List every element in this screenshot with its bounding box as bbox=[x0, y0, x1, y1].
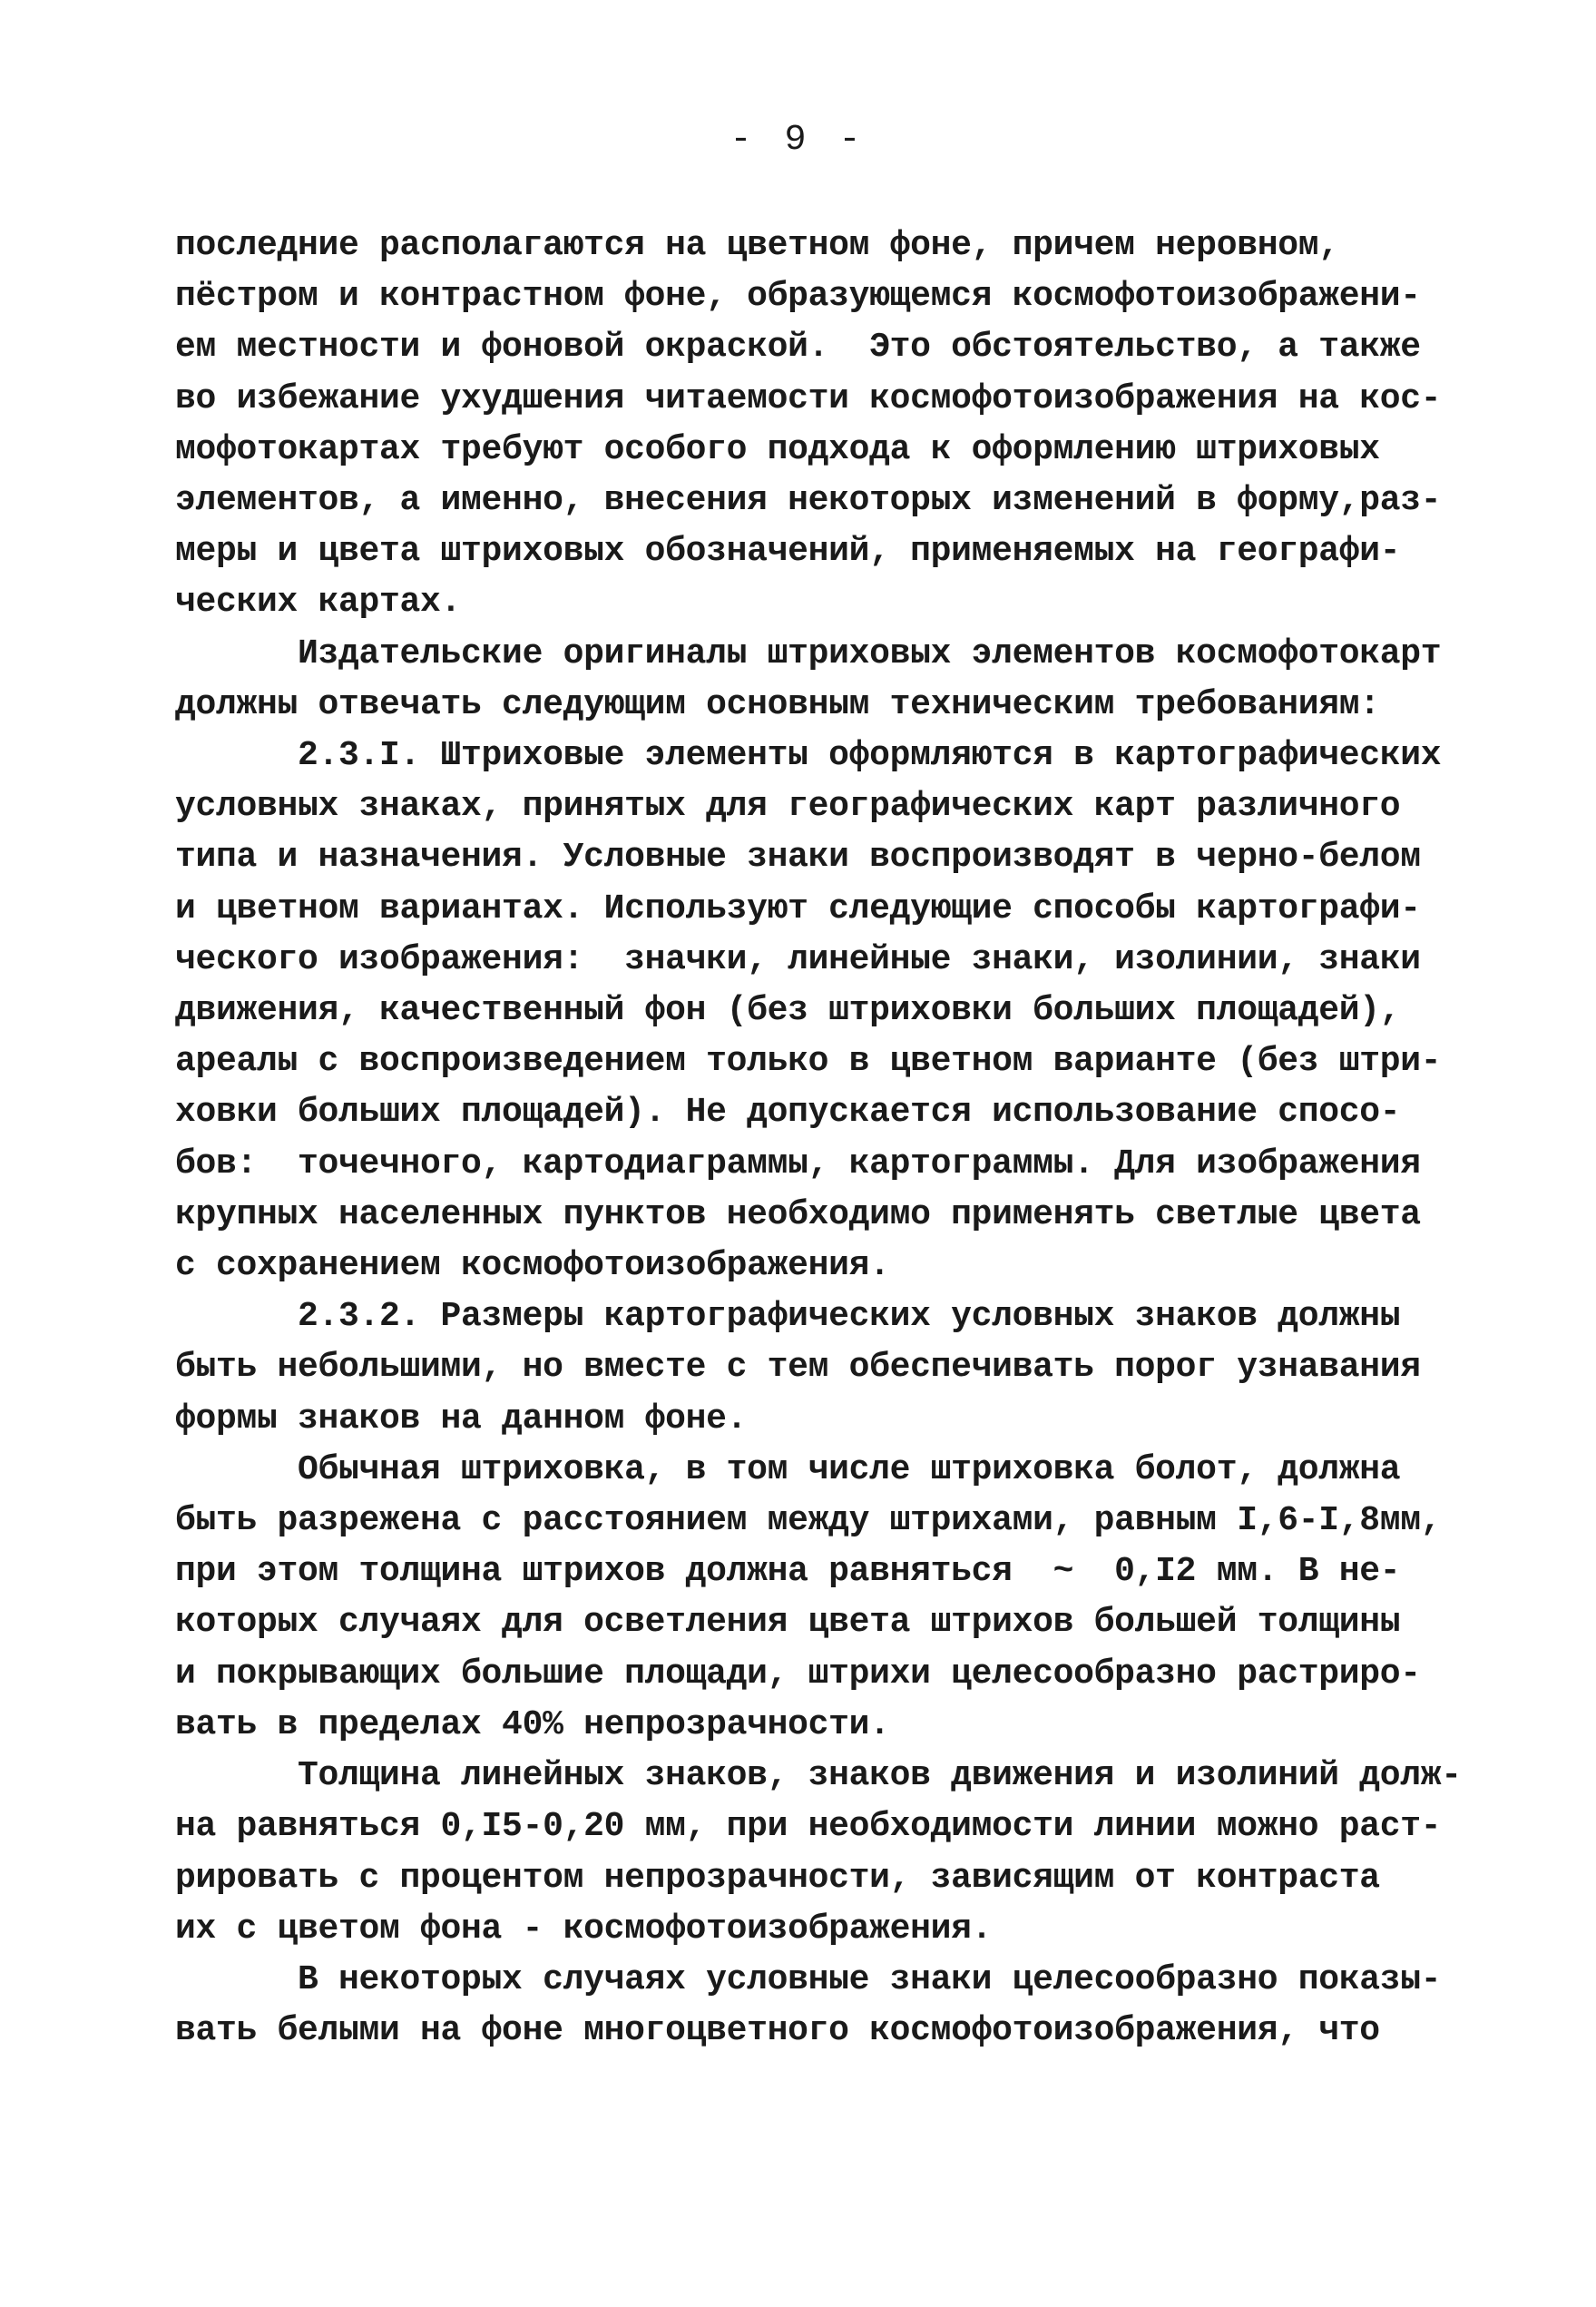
text-line: ческих картах. bbox=[175, 583, 462, 623]
text-line: которых случаях для осветления цвета штрихов большей толщины bbox=[175, 1603, 1401, 1643]
text-line: рировать с процентом непрозрачности, зависящим от контраста bbox=[175, 1858, 1380, 1898]
text-line: движения, качественный фон (без штриховки больших площадей), bbox=[175, 991, 1401, 1031]
text-line: 2.3.I. Штриховые элементы оформляются в картографических bbox=[175, 736, 1442, 776]
text-line: вать в пределах 40% непрозрачности. bbox=[175, 1704, 890, 1744]
text-line: должны отвечать следующим основным техническим требованиям: bbox=[175, 684, 1380, 724]
text-line: ем местности и фоновой окраской. Это обстоятельство, а также bbox=[175, 328, 1421, 368]
text-line: условных знаках, принятых для географических карт различного bbox=[175, 787, 1401, 827]
text-line: типа и назначения. Условные знаки воспроизводят в черно-белом bbox=[175, 838, 1421, 878]
text-line: Толщина линейных знаков, знаков движения и изолиний долж- bbox=[175, 1756, 1462, 1796]
text-line: на равняться 0,I5-0,20 мм, при необходимости линии можно раст- bbox=[175, 1807, 1442, 1847]
text-line: вать белыми на фоне многоцветного космофотоизображения, что bbox=[175, 2011, 1380, 2051]
text-line: 2.3.2. Размеры картографических условных знаков должны bbox=[175, 1297, 1401, 1337]
text-line: Издательские оригиналы штриховых элементов космофотокарт bbox=[175, 633, 1442, 673]
text-line: элементов, а именно, внесения некоторых изменений в форму,раз- bbox=[175, 481, 1442, 521]
text-line: и цветном вариантах. Используют следующие способы картографи- bbox=[175, 888, 1421, 928]
text-line: последние располагаются на цветном фоне, причем неровном, bbox=[175, 226, 1339, 265]
text-line: пёстром и контрастном фоне, образующемся космофотоизображени- bbox=[175, 277, 1421, 317]
text-line: при этом толщина штрихов должна равняться ~ 0,I2 мм. В не- bbox=[175, 1552, 1401, 1592]
text-line: быть небольшими, но вместе с тем обеспечивать порог узнавания bbox=[175, 1348, 1421, 1388]
text-line: с сохранением космофотоизображения. bbox=[175, 1246, 890, 1286]
text-line: меры и цвета штриховых обозначений, применяемых на географи- bbox=[175, 532, 1401, 572]
text-line: ховки больших площадей). Не допускается использование спосо- bbox=[175, 1093, 1401, 1133]
body-text bbox=[175, 221, 1464, 2057]
text-line: формы знаков на данном фоне. bbox=[175, 1399, 748, 1438]
page-number: - 9 - bbox=[729, 120, 867, 161]
text-line: во избежание ухудшения читаемости космофотоизображения на кос- bbox=[175, 378, 1442, 418]
text-line: крупных населенных пунктов необходимо применять светлые цвета bbox=[175, 1194, 1421, 1234]
text-line: ареалы с воспроизведением только в цветном варианте (без штри- bbox=[175, 1042, 1442, 1082]
text-line: бов: точечного, картодиаграммы, картограммы. Для изображения bbox=[175, 1144, 1421, 1183]
text-line: быть разрежена с расстоянием между штрихами, равным I,6-I,8мм, bbox=[175, 1501, 1442, 1541]
text-line: В некоторых случаях условные знаки целесообразно показы- bbox=[175, 1959, 1442, 1999]
text-line: мофотокартах требуют особого подхода к оформлению штриховых bbox=[175, 429, 1380, 469]
text-line: их с цветом фона - космофотоизображения. bbox=[175, 1909, 993, 1949]
text-line: и покрывающих большие площади, штрихи целесообразно растриро- bbox=[175, 1654, 1421, 1693]
text-line: Обычная штриховка, в том числе штриховка болот, должна bbox=[175, 1449, 1401, 1489]
text-line: ческого изображения: значки, линейные знаки, изолинии, знаки bbox=[175, 939, 1421, 979]
